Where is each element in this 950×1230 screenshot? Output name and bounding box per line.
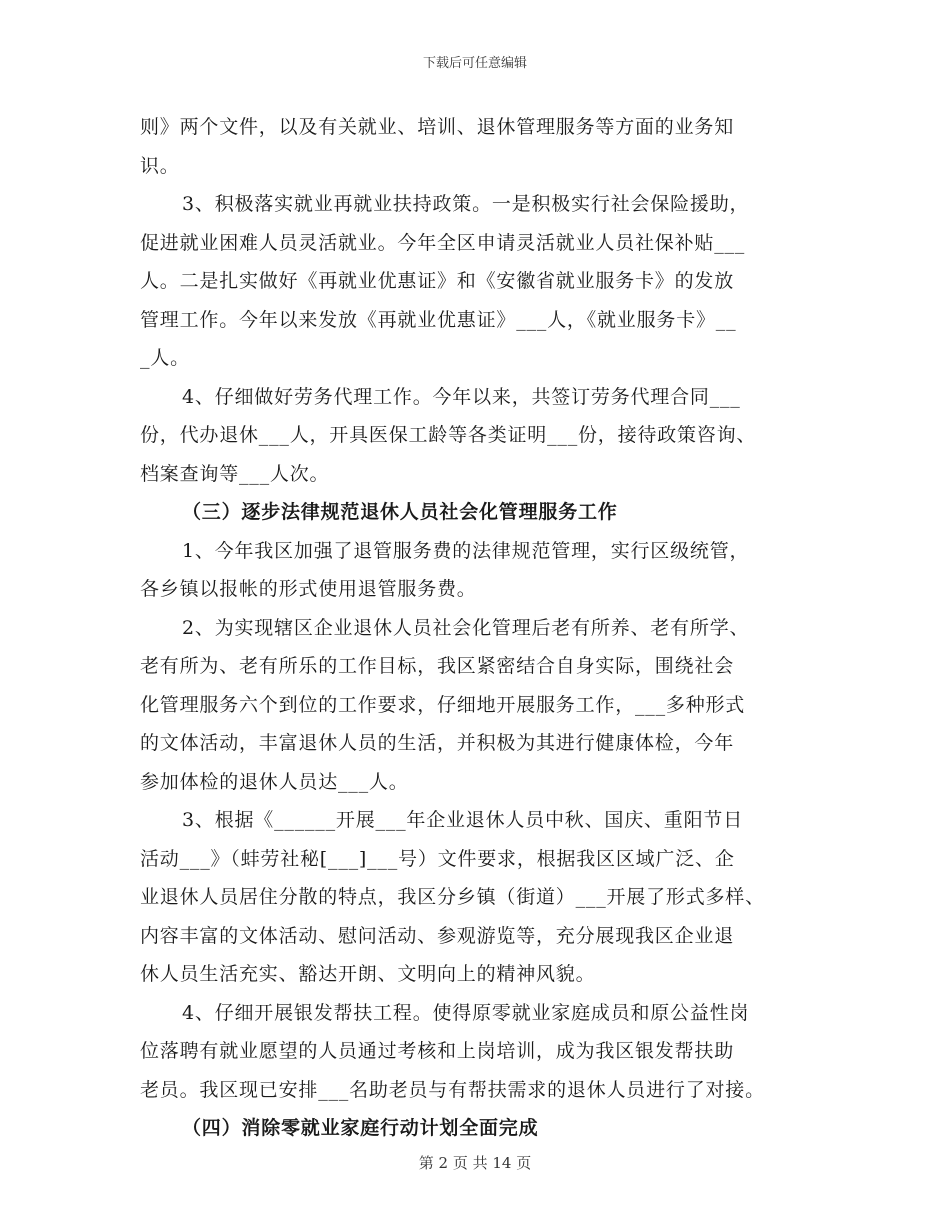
text-line: 1、今年我区加强了退管服务费的法律规范管理，实行区级统管， xyxy=(182,539,750,562)
text-line: 活动___》（蚌劳社秘[___]___号）文件要求，根据我区区域广泛、企 xyxy=(140,847,735,870)
text-line: 份，代办退休___人，开具医保工龄等各类证明___份，接待政策咨询、 xyxy=(140,424,757,446)
text-line: 2、为实现辖区企业退休人员社会化管理后老有所养、老有所学、 xyxy=(182,616,750,639)
text-line: 管理工作。今年以来发放《再就业优惠证》___人，《就业服务卡》__ xyxy=(140,308,737,331)
text-line: 档案查询等___人次。 xyxy=(140,462,330,485)
text-line: 3、根据《______开展___年企业退休人员中秋、国庆、重阳节日 xyxy=(182,809,743,831)
text-line: 业退休人员居住分散的特点，我区分乡镇（街道）___开展了形式多样、 xyxy=(140,886,765,908)
document-body xyxy=(140,108,820,1148)
text-line: 位落聘有就业愿望的人员通过考核和上岗培训，成为我区银发帮扶助 xyxy=(140,1040,735,1062)
text-line: 各乡镇以报帐的形式使用退管服务费。 xyxy=(140,578,477,600)
text-line: 老有所为、老有所乐的工作目标，我区紧密结合自身实际，围绕社会 xyxy=(140,655,735,677)
page-footer: 第 2 页 共 14 页 xyxy=(418,1154,532,1172)
text-line: 内容丰富的文体活动、慰问活动、参观游览等，充分展现我区企业退 xyxy=(140,924,735,947)
section-heading: （三）逐步法律规范退休人员社会化管理服务工作 xyxy=(182,501,618,523)
text-line: 识。 xyxy=(140,154,180,177)
text-line: 化管理服务六个到位的工作要求，仔细地开展服务工作，___多种形式 xyxy=(140,693,746,716)
text-line: 人。二是扎实做好《再就业优惠证》和《安徽省就业服务卡》的发放 xyxy=(140,270,735,292)
text-line: 促进就业困难人员灵活就业。今年全区申请灵活就业人员社保补贴___ xyxy=(140,231,746,254)
text-line: 参加体检的退休人员达___人。 xyxy=(140,770,409,793)
text-line: _人。 xyxy=(140,347,190,369)
text-line: 4、仔细开展银发帮扶工程。使得原零就业家庭成员和原公益性岗 xyxy=(182,1001,750,1024)
page-header: 下载后可任意编辑 xyxy=(422,56,527,71)
text-line: 则》两个文件，以及有关就业、培训、退休管理服务等方面的业务知 xyxy=(140,116,735,138)
text-line: 3、积极落实就业再就业扶持政策。一是积极实行社会保险援助， xyxy=(182,193,750,215)
text-line: 老员。我区现已安排___名助老员与有帮扶需求的退休人员进行了对接。 xyxy=(140,1078,765,1101)
text-line: 休人员生活充实、豁达开朗、文明向上的精神风貌。 xyxy=(140,963,596,985)
text-line: 的文体活动，丰富退休人员的生活，并积极为其进行健康体检，今年 xyxy=(140,732,735,754)
text-line: 4、仔细做好劳务代理工作。今年以来，共签订劳务代理合同___ xyxy=(182,385,741,408)
section-heading: （四）消除零就业家庭行动计划全面完成 xyxy=(182,1117,539,1139)
